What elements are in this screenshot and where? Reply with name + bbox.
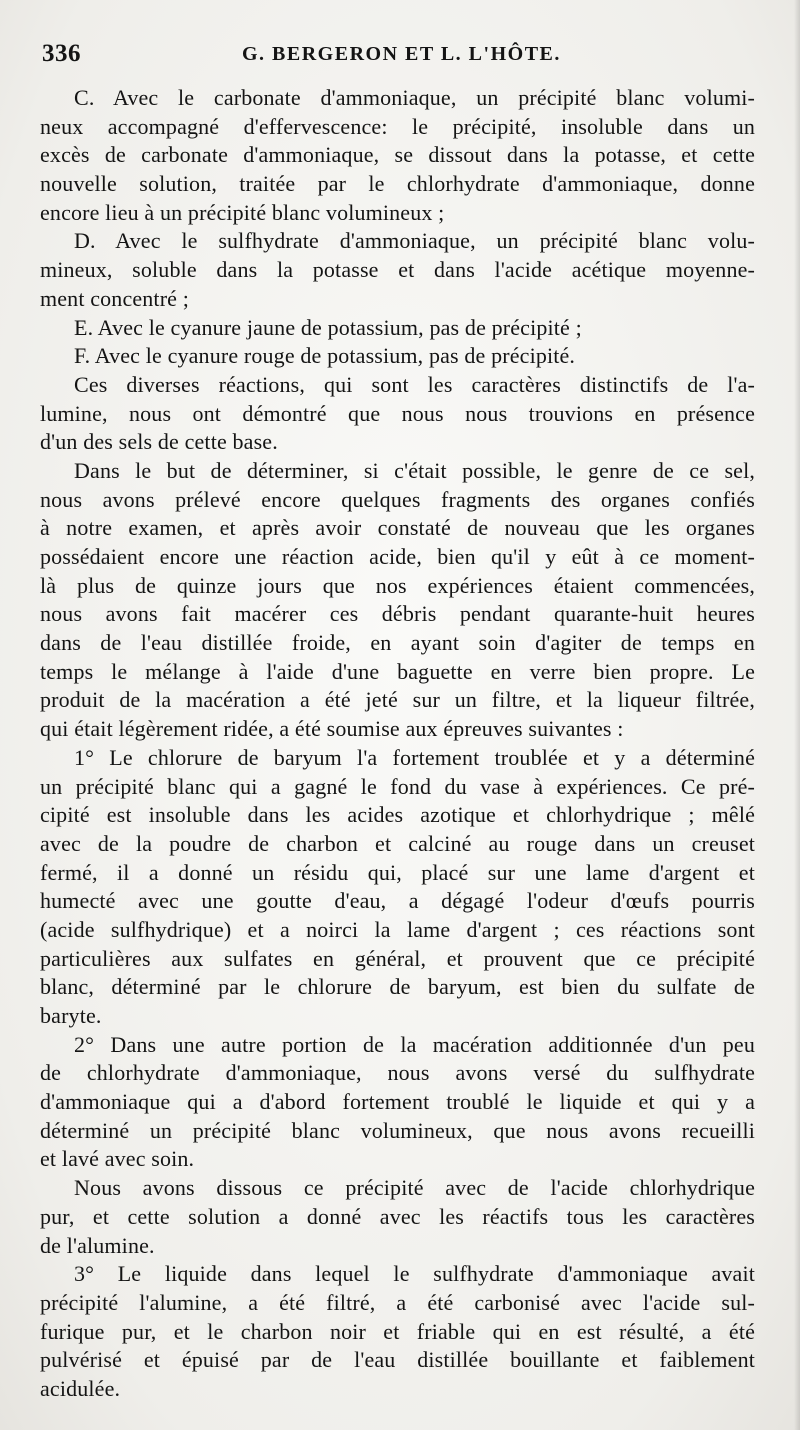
text-line: neux accompagné d'effervescence: le précipité, insoluble dans un	[40, 113, 755, 139]
text-line: ment concentré ;	[40, 285, 189, 311]
text-line: mineux, soluble dans la potasse et dans l'acide acétique moyenne-	[40, 257, 755, 283]
text-line: produit de la macération a été jeté sur un filtre, et la liqueur filtrée,	[40, 687, 755, 713]
text-line: d'un des sels de cette base.	[40, 429, 278, 455]
text-line: possédaient encore une réaction acide, bien qu'il y eût à ce moment-	[40, 544, 755, 569]
text-line: (acide sulfhydrique) et a noirci la lame d'argent ; ces réactions sont	[40, 916, 755, 942]
page-header	[42, 40, 762, 76]
page-edge-shadow	[794, 0, 800, 1430]
show-through-bleed	[140, 20, 760, 42]
text-line: F. Avec le cyanure rouge de potassium, pas de précipité.	[74, 343, 576, 369]
text-line: à notre examen, et après avoir constaté de nouveau que les organes	[40, 515, 755, 541]
text-line: Nous avons dissous ce précipité avec de l'acide chlorhydrique	[74, 1175, 755, 1201]
paragraph-but	[40, 457, 755, 744]
text-line: 2° Dans une autre portion de la macération additionnée d'un peu	[74, 1031, 755, 1057]
text-line: baryte.	[40, 1003, 102, 1028]
text-line: nouvelle solution, traitée par le chlorhydrate d'ammoniaque, donne	[40, 171, 755, 197]
text-line: avec de la poudre de charbon et calciné au rouge dans un creuset	[40, 830, 755, 856]
text-line: E. Avec le cyanure jaune de potassium, pas de précipité ;	[74, 314, 582, 340]
text-line: Ces diverses réactions, qui sont les caractères distinctifs de l'a-	[74, 371, 755, 397]
running-title: G. BERGERON ET L. L'HÔTE.	[242, 43, 561, 65]
text-line: déterminé un précipité blanc volumineux, que nous avons recueilli	[40, 1117, 755, 1143]
text-line: qui était légèrement ridée, a été soumise aux épreuves suivantes :	[40, 716, 624, 742]
text-line: pur, et cette solution a donné avec les réactifs tous les caractères	[40, 1203, 755, 1229]
text-line: acidulée.	[40, 1375, 121, 1401]
text-line: particulières aux sulfates en général, et prouvent que ce précipité	[40, 945, 755, 971]
text-line: de l'alumine.	[40, 1232, 155, 1258]
text-line: dans de l'eau distillée froide, en ayant soin d'agiter de temps en	[40, 630, 755, 656]
paragraph-e	[40, 314, 755, 343]
text-line: furique pur, et le charbon noir et friable qui en est résulté, a été	[40, 1318, 755, 1344]
text-line: encore lieu à un précipité blanc volumineux ;	[40, 199, 445, 225]
text-line: précipité l'alumine, a été filtré, a été carbonisé avec l'acide sul-	[40, 1289, 755, 1315]
paragraph-3	[40, 1260, 755, 1403]
text-line: 1° Le chlorure de baryum l'a fortement troublée et y a déterminé	[74, 744, 755, 770]
text-line: et lavé avec soin.	[40, 1146, 195, 1172]
text-line: lumine, nous ont démontré que nous nous trouvions en présence	[40, 400, 755, 426]
text-line: 3° Le liquide dans lequel le sulfhydrate d'ammoniaque avait	[74, 1261, 755, 1287]
paragraph-dissous	[40, 1174, 755, 1260]
text-line: D. Avec le sulfhydrate d'ammoniaque, un précipité blanc volu-	[74, 228, 755, 254]
text-line: pulvérisé et épuisé par de l'eau distillée bouillante et faiblement	[40, 1347, 755, 1373]
text-line: humecté avec une goutte d'eau, a dégagé l'odeur d'œufs pourris	[40, 888, 755, 914]
paragraph-1	[40, 744, 755, 1031]
text-line: temps le mélange à l'aide d'une baguette en verre bien propre. Le	[40, 658, 755, 684]
body-text	[40, 84, 755, 1404]
text-line: nous avons fait macérer ces débris pendant quarante-huit heures	[40, 601, 755, 627]
text-line: C. Avec le carbonate d'ammoniaque, un précipité blanc volumi-	[74, 85, 755, 110]
text-line: excès de carbonate d'ammoniaque, se dissout dans la potasse, et cette	[40, 142, 755, 168]
paragraph-d	[40, 227, 755, 313]
text-line: d'ammoniaque qui a d'abord fortement troublé le liquide et qui y a	[40, 1089, 755, 1115]
text-line: de chlorhydrate d'ammoniaque, nous avons versé du sulfhydrate	[40, 1060, 755, 1086]
paragraph-c	[40, 84, 755, 227]
text-line: là plus de quinze jours que nos expériences étaient commencées,	[40, 572, 755, 598]
paragraph-2	[40, 1031, 755, 1174]
text-line: nous avons prélevé encore quelques fragments des organes confiés	[40, 486, 755, 512]
text-line: un précipité blanc qui a gagné le fond du vase à expériences. Ce pré-	[40, 773, 755, 799]
text-line: Dans le but de déterminer, si c'était possible, le genre de ce sel,	[74, 457, 755, 483]
text-line: fermé, il a donné un résidu qui, placé sur une lame d'argent et	[40, 859, 755, 885]
paragraph-f	[40, 342, 755, 371]
page-number: 336	[42, 40, 81, 67]
paragraph-reactions	[40, 371, 755, 457]
text-line: blanc, déterminé par le chlorure de baryum, est bien du sulfate de	[40, 974, 755, 1000]
text-line: cipité est insoluble dans les acides azotique et chlorhydrique ; mêlé	[40, 802, 755, 828]
